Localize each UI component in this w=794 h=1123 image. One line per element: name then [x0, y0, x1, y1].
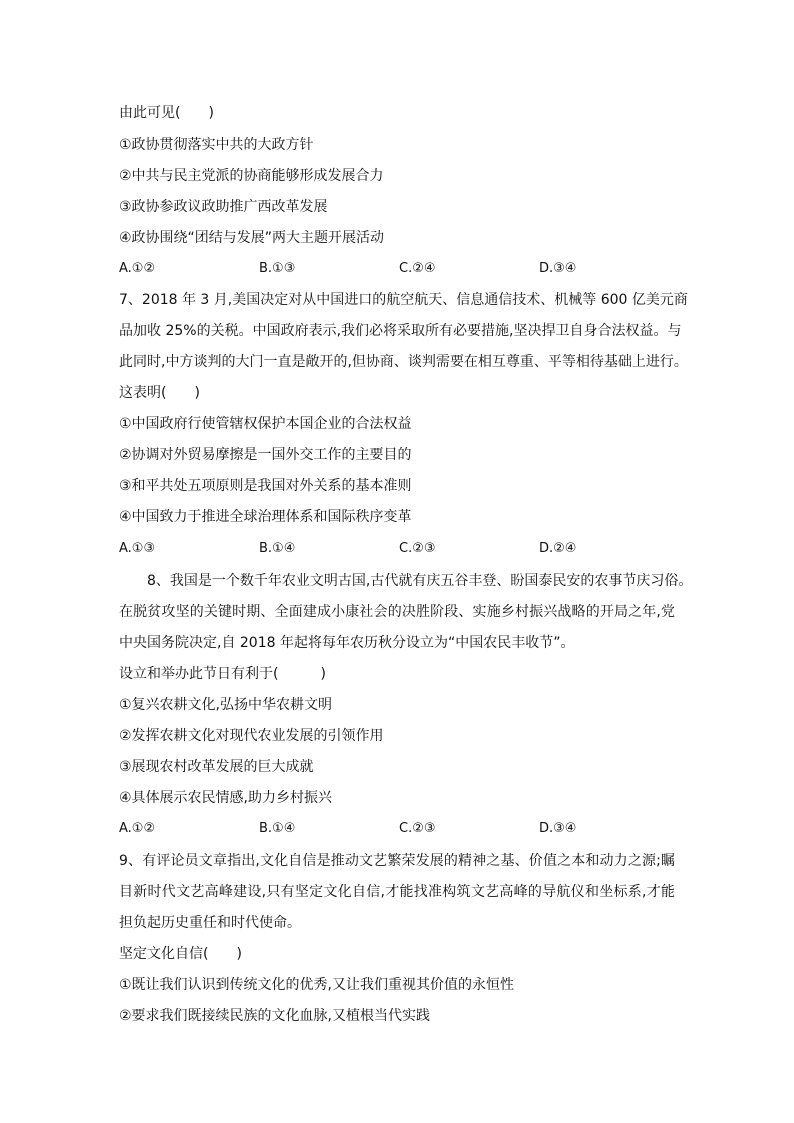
q9-item-1: ①既让我们认识到传统文化的优秀,又让我们重视其价值的永恒性 — [119, 977, 514, 993]
q8-item-1: ①复兴农耕文化,弘扬中华农耕文明 — [119, 697, 333, 713]
q6-option-d: D.③④ — [539, 261, 577, 276]
q7-item-2: ②协调对外贸易摩擦是一国外交工作的主要目的 — [119, 447, 412, 463]
q9-text-line-1: 9、有评论员文章指出,文化自信是推动文艺繁荣发展的精神之基、价值之本和动力之源;瞩 — [119, 853, 675, 869]
q7-options — [119, 540, 679, 558]
q6-item-2: ②中共与民主党派的协商能够形成发展合力 — [119, 168, 384, 184]
q7-stem: 这表明( ) — [119, 385, 200, 401]
q7-item-4: ④中国致力于推进全球治理体系和国际秩序变革 — [119, 509, 412, 525]
q6-option-a: A.①② — [119, 261, 156, 276]
q9-text-line-3: 担负起历史重任和时代使命。 — [119, 915, 301, 931]
q7-item-1: ①中国政府行使管辖权保护本国企业的合法权益 — [119, 416, 412, 432]
q7-text-line-3: 此同时,中方谈判的大门一直是敞开的,但协商、谈判需要在相互尊重、平等相待基础上进行。 — [119, 354, 688, 370]
q8-option-d: D.③④ — [539, 821, 577, 836]
q6-option-c: C.②④ — [399, 261, 436, 276]
q8-text-line-1: 8、我国是一个数千年农业文明古国,古代就有庆五谷丰登、盼国泰民安的农事节庆习俗。 — [147, 573, 693, 589]
q9-text-line-2: 目新时代文艺高峰建设,只有坚定文化自信,才能找准构筑文艺高峰的导航仪和坐标系,才能 — [119, 884, 675, 900]
q7-text-line-1: 7、2018 年 3 月,美国决定对从中国进口的航空航天、信息通信技术、机械等 600 亿美元商 — [119, 292, 688, 308]
q8-item-2: ②发挥农耕文化对现代农业发展的引领作用 — [119, 728, 384, 744]
q8-option-a: A.①② — [119, 821, 156, 836]
q7-text-line-2: 品加收 25%的关税。中国政府表示,我们必将采取所有必要措施,坚决捍卫自身合法权益。与 — [119, 323, 682, 339]
q7-option-c: C.②③ — [399, 541, 436, 556]
q7-item-3: ③和平共处五项原则是我国对外关系的基本准则 — [119, 478, 412, 494]
q9-item-2: ②要求我们既接续民族的文化血脉,又植根当代实践 — [119, 1008, 430, 1024]
q8-options — [119, 820, 679, 838]
q8-option-c: C.②③ — [399, 821, 436, 836]
q8-text-line-3: 中央国务院决定,自 2018 年起将每年农历秋分设立为“中国农民丰收节”。 — [119, 635, 575, 651]
q6-options — [119, 260, 679, 278]
q8-item-4: ④具体展示农民情感,助力乡村振兴 — [119, 790, 333, 806]
q8-text-line-2: 在脱贫攻坚的关键时期、全面建成小康社会的决胜阶段、实施乡村振兴战略的开局之年,党 — [119, 604, 675, 620]
q8-item-3: ③展现农村改革发展的巨大成就 — [119, 759, 314, 775]
q6-item-1: ①政协贯彻落实中共的大政方针 — [119, 137, 314, 153]
q7-option-a: A.①③ — [119, 541, 156, 556]
q6-item-3: ③政协参政议政助推广西改革发展 — [119, 199, 328, 215]
q8-option-b: B.①④ — [259, 821, 296, 836]
q7-option-b: B.①④ — [259, 541, 296, 556]
q8-stem: 设立和举办此节日有利于( ) — [119, 666, 326, 682]
q7-option-d: D.②④ — [539, 541, 577, 556]
q6-item-4: ④政协围绕“团结与发展”两大主题开展活动 — [119, 230, 385, 246]
q6-stem: 由此可见( ) — [119, 105, 214, 121]
q6-option-b: B.①③ — [259, 261, 296, 276]
q9-stem: 坚定文化自信( ) — [119, 946, 242, 962]
